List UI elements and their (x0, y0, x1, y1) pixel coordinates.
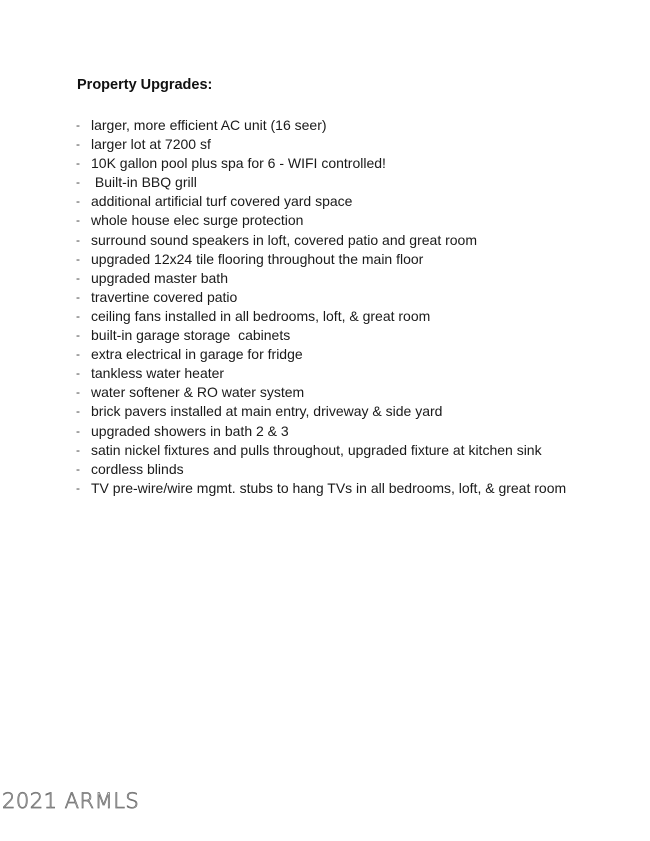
list-item (76, 288, 636, 307)
list-item (76, 326, 636, 345)
bullet-dash: - (76, 461, 80, 476)
list-item-text: TV pre-wire/wire mgmt. stubs to hang TVs in all bedrooms, loft, & great room (91, 479, 567, 496)
bullet-dash: - (76, 480, 80, 495)
armls-watermark: 2021 ARMLS (2, 789, 140, 813)
bullet-dash: - (76, 385, 80, 400)
list-item (76, 460, 636, 479)
list-item-text: travertine covered patio (91, 288, 238, 305)
bullet-dash: - (76, 423, 80, 438)
list-item-text: upgraded showers in bath 2 & 3 (91, 422, 289, 439)
list-item (76, 231, 636, 250)
list-item-text: surround sound speakers in loft, covered patio and great room (91, 231, 478, 248)
bullet-dash: - (76, 118, 80, 132)
list-item-text: Built-in BBQ grill (91, 174, 197, 191)
page-heading: Property Upgrades: (77, 77, 213, 93)
list-item (76, 422, 636, 441)
bullet-dash: - (76, 232, 80, 247)
bullet-dash: - (76, 442, 80, 457)
bullet-dash: - (76, 270, 80, 285)
list-item (76, 116, 636, 135)
list-item (76, 383, 636, 402)
list-item-text: water softener & RO water system (91, 384, 305, 401)
list-item (76, 135, 636, 154)
bullet-dash: - (76, 404, 80, 419)
bullet-dash: - (76, 366, 80, 381)
list-item-text: extra electrical in garage for fridge (91, 346, 303, 363)
list-item (76, 402, 636, 421)
list-item (76, 269, 636, 288)
list-item-text: larger lot at 7200 sf (91, 136, 211, 153)
list-item (76, 479, 636, 498)
bullet-dash: - (76, 156, 80, 171)
list-item (76, 154, 636, 173)
list-item-text: upgraded master bath (91, 269, 228, 286)
list-item (76, 307, 636, 326)
list-item (76, 250, 636, 269)
bullet-dash: - (76, 251, 80, 266)
bullet-dash: - (76, 137, 80, 152)
bullet-dash: - (76, 328, 80, 343)
list-item-text: additional artificial turf covered yard space (91, 193, 353, 210)
list-item-text: 10K gallon pool plus spa for 6 - WIFI controlled! (91, 155, 386, 172)
list-item-text: tankless water heater (91, 365, 225, 382)
list-item (76, 345, 636, 364)
bullet-dash: - (76, 347, 80, 362)
list-item-text: satin nickel fixtures and pulls throughout, upgraded fixture at kitchen sink (91, 441, 542, 458)
list-item-text: upgraded 12x24 tile flooring throughout the main floor (91, 250, 424, 267)
list-item-text: built-in garage storage cabinets (91, 327, 291, 344)
list-item-text: ceiling fans installed in all bedrooms, loft, & great room (91, 307, 431, 324)
list-item (76, 173, 636, 192)
list-item-text: whole house elec surge protection (91, 212, 304, 229)
bullet-dash: - (76, 289, 80, 304)
list-item (76, 211, 636, 230)
bullet-dash: - (76, 308, 80, 323)
list-item-text: brick pavers installed at main entry, driveway & side yard (91, 403, 443, 420)
list-item-text: larger, more efficient AC unit (16 seer) (91, 117, 327, 133)
upgrade-list (76, 116, 636, 498)
list-item (76, 441, 636, 460)
bullet-dash: - (76, 213, 80, 228)
list-item (76, 192, 636, 211)
list-item (76, 364, 636, 383)
bullet-dash: - (76, 175, 80, 190)
list-item-text: cordless blinds (91, 460, 184, 477)
bullet-dash: - (76, 194, 80, 209)
